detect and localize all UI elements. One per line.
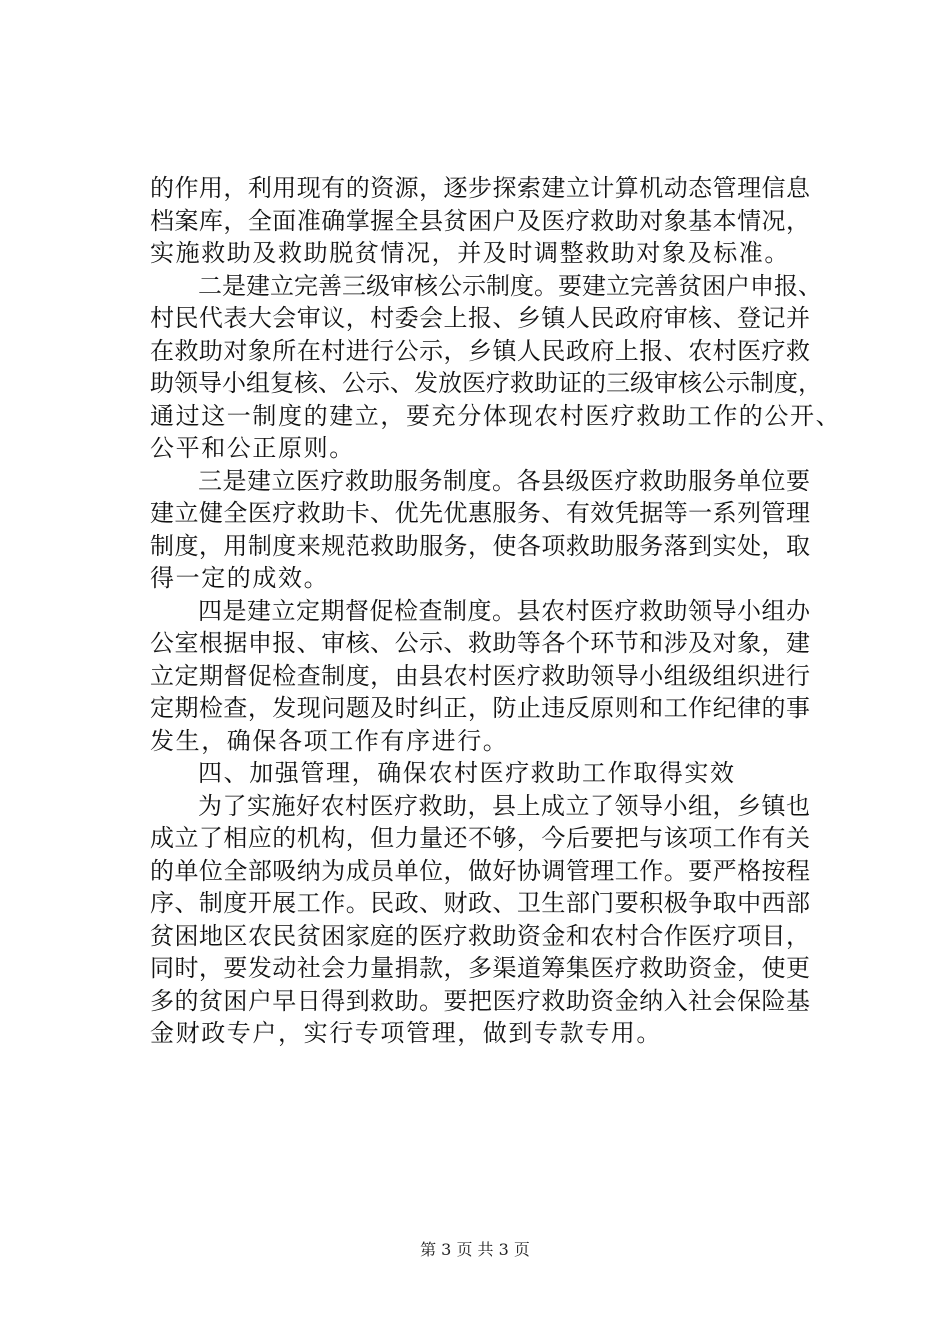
text-line: 建立健全医疗救助卡、优先优惠服务、有效凭据等一系列管理 [150,499,810,527]
text-line: 金财政专户，实行专项管理，做到专款专用。 [150,1019,662,1047]
text-line: 助领导小组复核、公示、发放医疗救助证的三级审核公示制度， [150,369,822,397]
text-line: 三是建立医疗救助服务制度。各县级医疗救助服务单位要 [198,466,810,495]
text-line: 公室根据申报、审核、公示、救助等各个环节和涉及对象，建 [150,629,810,657]
text-line: 公平和公正原则。 [150,434,355,462]
document-body [150,172,842,1050]
text-line: 四、加强管理，确保农村医疗救助工作取得实效 [198,759,736,787]
text-line: 贫困地区农民贫困家庭的医疗救助资金和农村合作医疗项目， [150,921,810,950]
text-line: 同时，要发动社会力量捐款，多渠道筹集医疗救助资金，使更 [150,954,810,982]
text-line: 的作用，利用现有的资源，逐步探索建立计算机动态管理信息 [150,174,810,202]
text-line: 发生，确保各项工作有序进行。 [150,726,509,755]
text-line: 档案库，全面准确掌握全县贫困户及医疗救助对象基本情况， [150,206,810,235]
text-line: 四是建立定期督促检查制度。县农村医疗救助领导小组办 [198,596,810,625]
text-line: 定期检查，发现问题及时纠正，防止违反原则和工作纪律的事 [150,694,810,722]
text-line: 二是建立完善三级审核公示制度。要建立完善贫困户申报、 [198,271,822,300]
text-line: 通过这一制度的建立，要充分体现农村医疗救助工作的公开、 [150,401,842,430]
text-line: 为了实施好农村医疗救助，县上成立了领导小组，乡镇也 [198,791,810,820]
page-footer: 第 3 页 共 3 页 [420,1240,530,1259]
text-line: 制度，用制度来规范救助服务，使各项救助服务落到实处，取 [150,531,810,560]
text-line: 在救助对象所在村进行公示，乡镇人民政府上报、农村医疗救 [150,336,810,365]
text-line: 立定期督促检查制度，由县农村医疗救助领导小组级组织进行 [150,661,810,690]
text-line: 多的贫困户早日得到救助。要把医疗救助资金纳入社会保险基 [150,986,810,1015]
text-line: 序、制度开展工作。民政、财政、卫生部门要积极争取中西部 [150,889,810,917]
text-line: 成立了相应的机构，但力量还不够，今后要把与该项工作有关 [150,824,810,852]
text-line: 村民代表大会审议，村委会上报、乡镇人民政府审核、登记并 [150,304,810,332]
text-line: 得一定的成效。 [150,564,330,592]
text-line: 的单位全部吸纳为成员单位，做好协调管理工作。要严格按程 [150,856,810,885]
text-line: 实施救助及救助脱贫情况，并及时调整救助对象及标准。 [150,239,790,267]
